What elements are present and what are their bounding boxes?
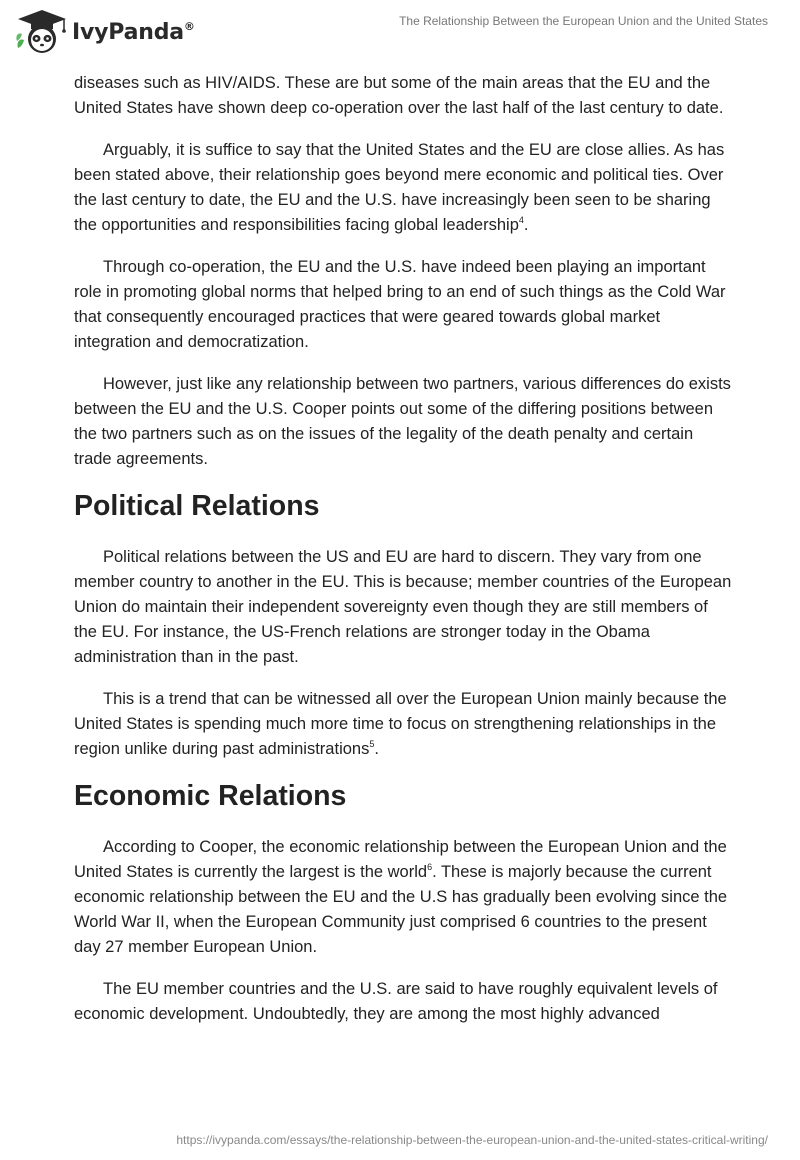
paragraph: However, just like any relationship between two partners, various differences do exists between the EU and the U.S. Cooper points out some of the differing positions between the two partners such as on the issues of the legality of the death penalty and certain trade agreements.: [74, 375, 731, 468]
panda-graduate-icon: [14, 8, 70, 56]
paragraph: According to Cooper, the economic relationship between the European Union and the United States is currently the largest is the world$^6$. These is majorly because the current economic relationship between the EU and the U.S has gradually been evolving since the World War II, when the European Community just comprised 6 countries to the present day 27 member European Union.: [74, 838, 728, 956]
essay-body: [74, 71, 734, 1044]
document-title: The Relationship Between the European Union and the United States: [399, 14, 768, 28]
section-heading-political: Political Relations: [74, 490, 320, 522]
source-url[interactable]: https://ivypanda.com/essays/the-relationship-between-the-european-union-and-the-united-states-critical-writing/: [176, 1133, 768, 1147]
paragraph: Through co-operation, the EU and the U.S. have indeed been playing an important role in promoting global norms that helped bring to an end of such things as the Cold War that consequently encouraged practices that were geared towards global market integration and democratization.: [74, 258, 726, 351]
section-heading-economic: Economic Relations: [74, 780, 347, 812]
brand-name: IvyPanda®: [72, 19, 195, 45]
page-header: [0, 0, 800, 64]
footnote-ref[interactable]: 4: [518, 215, 524, 225]
paragraph: This is a trend that can be witnessed all over the European Union mainly because the United States is spending much more time to focus on strengthening relationships in the region unlike during past administrations$^5$.: [74, 690, 727, 758]
paragraph: diseases such as HIV/AIDS. These are but some of the main areas that the EU and the United States have shown deep co-operation over the last half of the last century to date.: [74, 74, 724, 117]
paragraph: Political relations between the US and EU are hard to discern. They vary from one member country to another in the EU. This is because; member countries of the European Union do maintain their independent sovereignty even though they are still members of the EU. For instance, the US-French relations are stronger today in the Obama administration than in the past.: [74, 548, 732, 666]
paragraph: The EU member countries and the U.S. are said to have roughly equivalent levels of economic development. Undoubtedly, they are among the most highly advanced: [74, 980, 718, 1023]
paragraph: Arguably, it is suffice to say that the United States and the EU are close allies. As has been stated above, their relationship goes beyond mere economic and political ties. Over the last century to date, the EU and the U.S. have increasingly been seen to be sharing the opportunities and responsibilities facing global leadership$^4$.: [74, 141, 725, 234]
footnote-ref[interactable]: 5: [369, 739, 375, 749]
footnote-ref[interactable]: 6: [427, 862, 433, 872]
ivypanda-logo[interactable]: [14, 8, 195, 56]
